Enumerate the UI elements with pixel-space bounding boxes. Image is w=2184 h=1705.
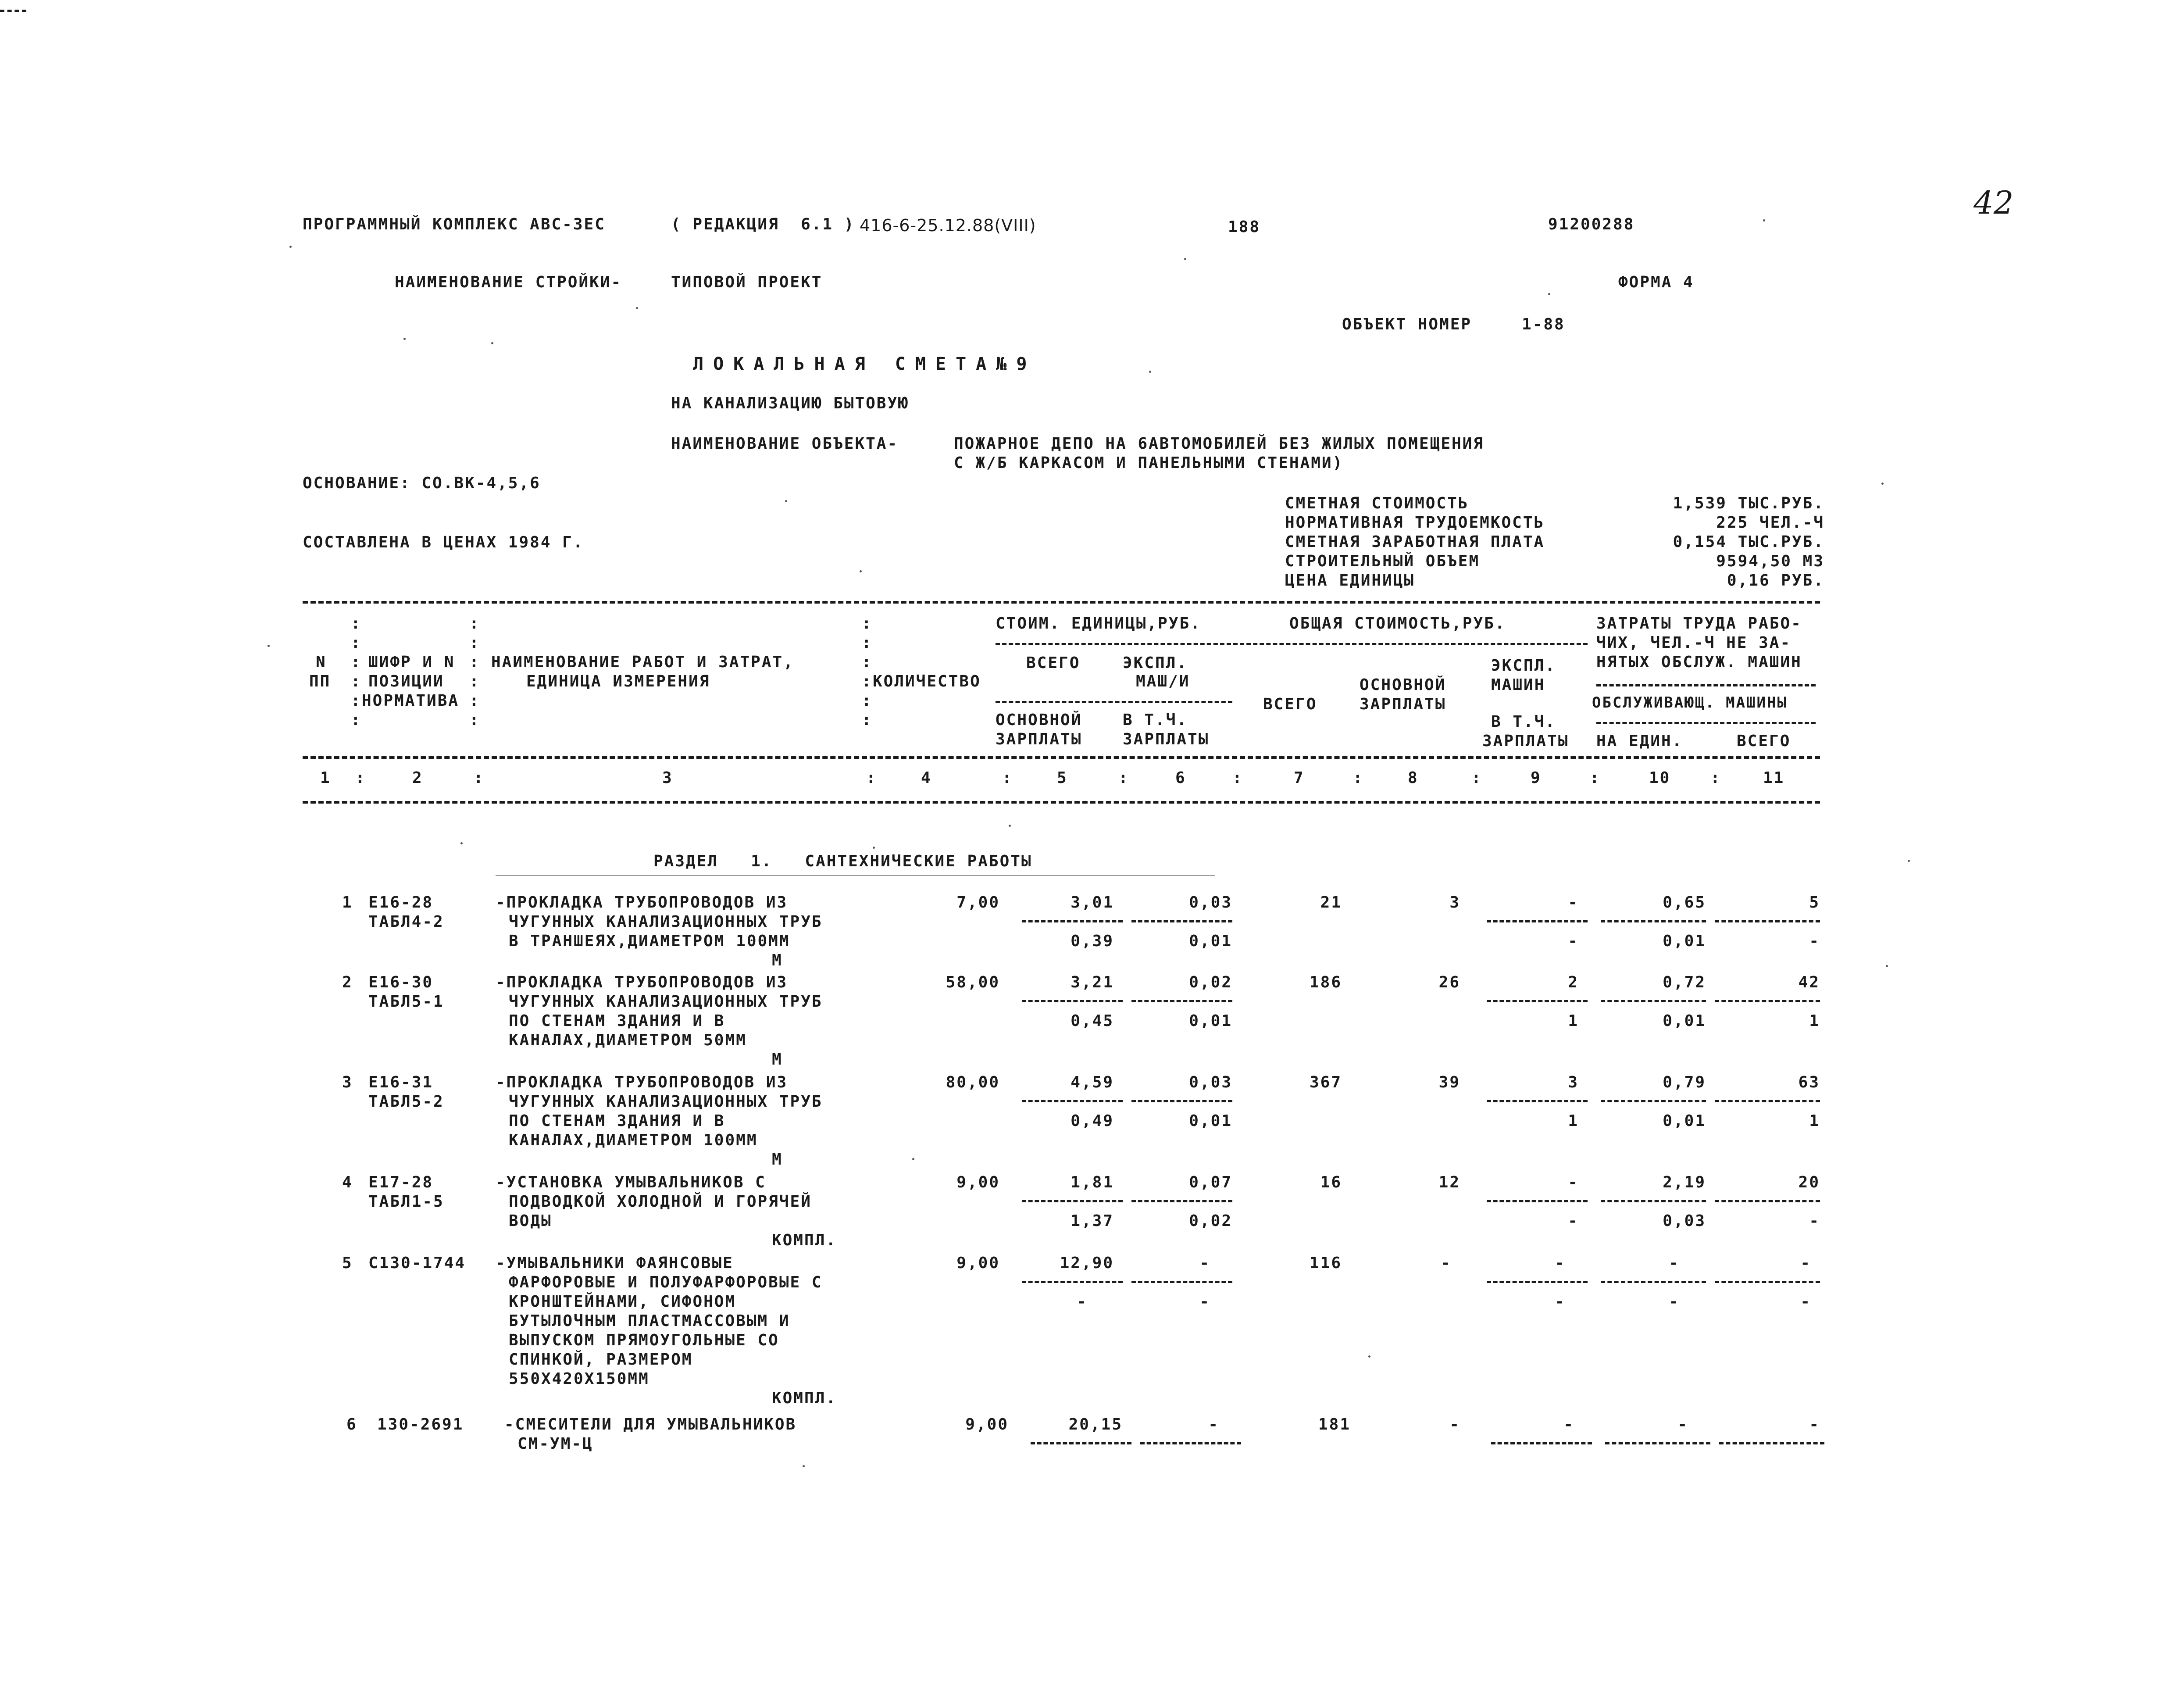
object-label: НАИМЕНОВАНИЕ ОБЪЕКТА- <box>671 435 899 453</box>
col-number: 1 <box>320 769 331 787</box>
row-labor-total: 42 <box>1798 973 1820 991</box>
row-number: 6 <box>346 1415 357 1433</box>
row-desc: ПО СТЕНАМ ЗДАНИЯ И В <box>509 1112 725 1130</box>
labor-per-unit-header: НА ЕДИН. <box>1596 732 1683 750</box>
col-sep: : : : : : : <box>351 615 362 729</box>
cell-rule <box>1715 1200 1820 1202</box>
row-unit-wage: 0,39 <box>1071 932 1114 950</box>
col-name: НАИМЕНОВАНИЕ РАБОТ И ЗАТРАТ, <box>491 653 794 671</box>
row-unit-wage: 0,49 <box>1071 1112 1114 1130</box>
cell-rule <box>1022 1000 1123 1002</box>
header-rule <box>1596 684 1816 686</box>
row-unit-mach: - <box>1208 1415 1219 1433</box>
total-wage-header-sub: ЗАРПЛАТЫ <box>1360 695 1446 713</box>
row-code: Е16-30 <box>368 973 434 991</box>
unit-wage-incl-header-sub: ЗАРПЛАТЫ <box>1123 730 1210 748</box>
row-total: 186 <box>1309 973 1342 991</box>
scan-speck <box>1149 371 1151 373</box>
row-qty: 9,00 <box>956 1254 1000 1272</box>
row-unit-mach-wage: - <box>1199 1293 1210 1311</box>
row-mach-wage: - <box>1555 1293 1566 1311</box>
corner-mark <box>0 10 26 12</box>
summary-label: СМЕТНАЯ ЗАРАБОТНАЯ ПЛАТА <box>1285 533 1545 551</box>
cell-rule <box>1487 1200 1588 1202</box>
row-wage: 39 <box>1438 1073 1460 1091</box>
row-wage: - <box>1449 1415 1460 1433</box>
row-wage: 3 <box>1449 894 1460 911</box>
row-desc: -ПРОКЛАДКА ТРУБОПРОВОДОВ ИЗ <box>496 894 788 911</box>
scan-speck <box>1009 825 1011 827</box>
row-qty: 58,00 <box>946 973 1000 991</box>
row-labor-unit: 0,65 <box>1663 894 1706 911</box>
row-desc: ВЫПУСКОМ ПРЯМОУГОЛЬНЫЕ СО <box>509 1331 779 1349</box>
scan-speck <box>491 342 493 344</box>
col-sep: : <box>1232 769 1243 787</box>
col-cipher-sub: ПОЗИЦИИ <box>368 672 444 690</box>
header-rule <box>1596 722 1816 724</box>
col-sep: : <box>1590 769 1601 787</box>
cell-rule <box>1022 1200 1123 1202</box>
row-desc: КАНАЛАХ,ДИАМЕТРОМ 100ММ <box>509 1131 758 1149</box>
cell-rule <box>1131 1200 1232 1202</box>
summary-label: СМЕТНАЯ СТОИМОСТЬ <box>1285 494 1469 512</box>
labor-header: ЗАТРАТЫ ТРУДА РАБО- <box>1596 615 1802 633</box>
labor-header-sub: ЧИХ, ЧЕЛ.-Ч НЕ ЗА- <box>1596 634 1791 652</box>
col-sep: : <box>1471 769 1482 787</box>
row-desc: В ТРАНШЕЯХ,ДИАМЕТРОМ 100ММ <box>509 932 790 950</box>
summary-value: 225 ЧЕЛ.-Ч <box>1716 514 1824 532</box>
basis: ОСНОВАНИЕ: СО.ВК-4,5,6 <box>303 474 541 492</box>
scan-speck <box>636 307 638 309</box>
row-code: 130-2691 <box>377 1415 464 1433</box>
cell-rule <box>1131 920 1232 922</box>
row-desc: ВОДЫ <box>509 1212 552 1230</box>
cell-rule <box>1715 1100 1820 1102</box>
cell-rule <box>1487 1100 1588 1102</box>
scan-speck <box>860 570 862 572</box>
cell-rule <box>1487 920 1588 922</box>
total-mach-incl-header-sub: ЗАРПЛАТЫ <box>1482 732 1569 750</box>
cell-rule <box>1715 1000 1820 1002</box>
scan-speck <box>1184 258 1186 260</box>
row-desc: СПИНКОЙ, РАЗМЕРОМ <box>509 1351 693 1369</box>
row-labor-total-2: 1 <box>1809 1012 1820 1030</box>
row-code: Е16-31 <box>368 1073 434 1091</box>
page-number: 188 <box>1228 218 1261 236</box>
row-code: Е17-28 <box>368 1173 434 1191</box>
edition: ( РЕДАКЦИЯ 6.1 ) <box>671 215 855 233</box>
col-number: 7 <box>1294 769 1305 787</box>
row-unit: КОМПЛ. <box>772 1389 837 1407</box>
object-line-2: С Ж/Б КАРКАСОМ И ПАНЕЛЬНЫМИ СТЕНАМИ) <box>954 454 1344 472</box>
col-sep: : <box>1118 769 1129 787</box>
row-qty: 7,00 <box>956 894 1000 911</box>
row-desc: ЧУГУННЫХ КАНАЛИЗАЦИОННЫХ ТРУБ <box>509 1093 823 1111</box>
row-labor-unit-2: 0,01 <box>1663 932 1706 950</box>
row-desc: 550Х420Х150ММ <box>509 1370 649 1388</box>
cell-rule <box>1022 1100 1123 1102</box>
row-unit-mach-wage: 0,01 <box>1189 1012 1232 1030</box>
unit-wage-header-sub: ЗАРПЛАТЫ <box>996 730 1082 748</box>
labor-total-header: ВСЕГО <box>1737 732 1791 750</box>
unit-wage-incl-header: В Т.Ч. <box>1123 711 1188 729</box>
handwritten-code: 416-6-25.12.88(VIII) <box>860 216 1036 235</box>
cell-rule <box>1131 1100 1232 1102</box>
cell-rule <box>1715 1281 1820 1283</box>
program-name: ПРОГРАММНЫЙ КОМПЛЕКС АВС-ЗЕС <box>303 215 606 233</box>
summary-label: ЦЕНА ЕДИНИЦЫ <box>1285 572 1415 590</box>
row-labor-total: 5 <box>1809 894 1820 911</box>
section-title: РАЗДЕЛ 1. САНТЕХНИЧЕСКИЕ РАБОТЫ <box>653 852 1032 870</box>
cell-rule <box>1601 1100 1706 1102</box>
row-qty: 80,00 <box>946 1073 1000 1091</box>
row-unit-total: 3,01 <box>1071 894 1114 911</box>
row-mach-wage: 1 <box>1568 1012 1579 1030</box>
row-desc: -ПРОКЛАДКА ТРУБОПРОВОДОВ ИЗ <box>496 973 788 991</box>
header-rule <box>996 701 1232 703</box>
scan-speck <box>289 246 292 248</box>
summary-value: 0,154 ТЫС.РУБ. <box>1673 533 1824 551</box>
row-desc: ПО СТЕНАМ ЗДАНИЯ И В <box>509 1012 725 1030</box>
cell-rule <box>1605 1442 1710 1444</box>
cell-rule <box>1131 1281 1232 1283</box>
scan-speck <box>403 338 406 340</box>
row-unit: М <box>772 951 783 969</box>
row-unit-mach-wage: 0,01 <box>1189 932 1232 950</box>
unit-cost-header: СТОИМ. ЕДИНИЦЫ,РУБ. <box>996 615 1201 633</box>
col-number: 2 <box>412 769 423 787</box>
col-number: 9 <box>1531 769 1542 787</box>
row-unit-total: 1,81 <box>1071 1173 1114 1191</box>
row-unit-wage: 0,45 <box>1071 1012 1114 1030</box>
col-number: 10 <box>1649 769 1671 787</box>
cell-rule <box>1140 1442 1241 1444</box>
col-number: 11 <box>1763 769 1785 787</box>
col-sep: : <box>355 769 366 787</box>
row-labor-unit-2: - <box>1669 1293 1680 1311</box>
cell-rule <box>1601 1281 1706 1283</box>
cell-rule <box>1131 1000 1232 1002</box>
row-unit-total: 4,59 <box>1071 1073 1114 1091</box>
unit-total-header: ВСЕГО <box>1026 654 1081 672</box>
row-unit-mach: 0,03 <box>1189 1073 1232 1091</box>
col-sep: : <box>1002 769 1013 787</box>
scan-speck <box>1908 860 1910 862</box>
row-labor-total-2: - <box>1809 932 1820 950</box>
col-n: N <box>316 653 327 671</box>
row-mach: 3 <box>1568 1073 1579 1091</box>
header-mid-rule <box>303 756 1820 759</box>
unit-mach-header-sub: МАШ/И <box>1136 672 1190 690</box>
header-top-rule <box>303 601 1820 604</box>
row-number: 4 <box>342 1173 353 1191</box>
scan-speck <box>912 1158 914 1160</box>
row-labor-total: - <box>1809 1415 1820 1433</box>
row-unit-wage: - <box>1077 1293 1088 1311</box>
cell-rule <box>1491 1442 1592 1444</box>
row-mach: - <box>1563 1415 1574 1433</box>
row-total: 21 <box>1320 894 1342 911</box>
col-qty: КОЛИЧЕСТВО <box>873 672 981 690</box>
row-number: 2 <box>342 973 353 991</box>
row-name-label: НАИМЕНОВАНИЕ СТРОЙКИ- <box>395 273 622 291</box>
row-unit-total: 3,21 <box>1071 973 1114 991</box>
row-desc: КАНАЛАХ,ДИАМЕТРОМ 50ММ <box>509 1031 747 1049</box>
row-wage: 12 <box>1438 1173 1460 1191</box>
row-desc: СМ-УМ-Ц <box>517 1435 593 1453</box>
row-unit-mach-wage: 0,02 <box>1189 1212 1232 1230</box>
row-unit-mach: - <box>1199 1254 1210 1272</box>
object-number-value: 1-88 <box>1522 315 1565 333</box>
row-code: Е16-28 <box>368 894 434 911</box>
row-unit: М <box>772 1051 783 1069</box>
row-unit-mach: 0,07 <box>1189 1173 1232 1191</box>
doc-code: 91200288 <box>1548 215 1635 233</box>
row-labor-total-2: - <box>1809 1212 1820 1230</box>
scan-speck <box>1368 1355 1370 1358</box>
total-all-header: ВСЕГО <box>1263 695 1317 713</box>
row-qty: 9,00 <box>956 1173 1000 1191</box>
col-name-sub: ЕДИНИЦА ИЗМЕРЕНИЯ <box>526 672 710 690</box>
row-mach: - <box>1555 1254 1566 1272</box>
col-number: 5 <box>1057 769 1068 787</box>
scan-speck <box>1763 219 1765 222</box>
scan-speck <box>460 842 463 844</box>
row-wage: - <box>1441 1254 1452 1272</box>
total-mach-header: ЭКСПЛ. <box>1491 657 1556 675</box>
unit-mach-header: ЭКСПЛ. <box>1123 654 1188 672</box>
row-total: 367 <box>1309 1073 1342 1091</box>
row-total: 116 <box>1309 1254 1342 1272</box>
row-unit-mach: 0,02 <box>1189 973 1232 991</box>
scan-speck <box>1881 483 1884 485</box>
scan-speck <box>268 645 270 647</box>
cell-rule <box>1022 920 1123 922</box>
cell-rule <box>1601 1200 1706 1202</box>
row-labor-unit: 0,72 <box>1663 973 1706 991</box>
row-unit: М <box>772 1151 783 1169</box>
cell-rule <box>1601 920 1706 922</box>
labor-header-sub: НЯТЫХ ОБСЛУЖ. МАШИН <box>1596 653 1802 671</box>
row-number: 3 <box>342 1073 353 1091</box>
total-mach-header-sub: МАШИН <box>1491 676 1545 694</box>
scan-speck <box>785 500 787 502</box>
col-sep: : : : : : : <box>469 615 480 729</box>
row-unit: КОМПЛ. <box>772 1231 837 1249</box>
object-number-label: ОБЪЕКТ НОМЕР <box>1342 315 1472 333</box>
scan-speck <box>1886 965 1888 967</box>
row-table: ТАБЛ5-1 <box>368 993 444 1011</box>
row-labor-unit-2: 0,03 <box>1663 1212 1706 1230</box>
total-mach-incl-header: В Т.Ч. <box>1491 713 1556 731</box>
row-desc: ЧУГУННЫХ КАНАЛИЗАЦИОННЫХ ТРУБ <box>509 993 823 1011</box>
col-number: 4 <box>921 769 932 787</box>
col-number: 8 <box>1408 769 1419 787</box>
cell-rule <box>1601 1000 1706 1002</box>
col-sep: : <box>1710 769 1721 787</box>
cell-rule <box>1487 1000 1588 1002</box>
row-unit-total: 12,90 <box>1060 1254 1114 1272</box>
row-mach-wage: - <box>1568 932 1579 950</box>
row-desc: -УСТАНОВКА УМЫВАЛЬНИКОВ С <box>496 1173 766 1191</box>
summary-value: 1,539 ТЫС.РУБ. <box>1673 494 1824 512</box>
estimate-subtitle: НА КАНАЛИЗАЦИЮ БЫТОВУЮ <box>671 394 909 412</box>
row-labor-total: 63 <box>1798 1073 1820 1091</box>
row-number: 1 <box>342 894 353 911</box>
row-table: ТАБЛ4-2 <box>368 913 444 931</box>
total-cost-header: ОБЩАЯ СТОИМОСТЬ,РУБ. <box>1289 615 1506 633</box>
row-qty: 9,00 <box>965 1415 1009 1433</box>
row-mach-wage: 1 <box>1568 1112 1579 1130</box>
row-labor-total: 20 <box>1798 1173 1820 1191</box>
row-total: 181 <box>1318 1415 1351 1433</box>
summary-label: НОРМАТИВНАЯ ТРУДОЕМКОСТЬ <box>1285 514 1545 532</box>
row-table: ТАБЛ1-5 <box>368 1193 444 1211</box>
total-wage-header: ОСНОВНОЙ <box>1360 676 1446 694</box>
form-label: ФОРМА 4 <box>1618 273 1694 291</box>
row-unit-wage: 1,37 <box>1071 1212 1114 1230</box>
cell-rule <box>1715 920 1820 922</box>
row-labor-unit-2: 0,01 <box>1663 1112 1706 1130</box>
row-labor-unit: 0,79 <box>1663 1073 1706 1091</box>
row-code: С130-1744 <box>368 1254 466 1272</box>
row-labor-unit: - <box>1669 1254 1680 1272</box>
col-cipher: ШИФР И N <box>368 653 455 671</box>
cell-rule <box>1031 1442 1131 1444</box>
scan-speck <box>803 1465 805 1467</box>
col-sep: : <box>866 769 877 787</box>
row-desc: КРОНШТЕЙНАМИ, СИФОНОМ <box>509 1293 736 1311</box>
row-total: 16 <box>1320 1173 1342 1191</box>
row-desc: -ПРОКЛАДКА ТРУБОПРОВОДОВ ИЗ <box>496 1073 788 1091</box>
row-unit-mach-wage: 0,01 <box>1189 1112 1232 1130</box>
col-sep: : : : : : : <box>862 615 873 729</box>
labor-service-header: ОБСЛУЖИВАЮЩ. МАШИНЫ <box>1592 694 1788 711</box>
row-labor-unit: 2,19 <box>1663 1173 1706 1191</box>
summary-value: 9594,50 М3 <box>1716 552 1824 570</box>
row-desc: ЧУГУННЫХ КАНАЛИЗАЦИОННЫХ ТРУБ <box>509 913 823 931</box>
col-number: 6 <box>1175 769 1186 787</box>
row-number: 5 <box>342 1254 353 1272</box>
header-bottom-rule <box>303 801 1820 804</box>
col-cipher-sub: НОРМАТИВА <box>362 692 460 710</box>
row-mach: 2 <box>1568 973 1579 991</box>
row-desc: БУТЫЛОЧНЫМ ПЛАСТМАССОВЫМ И <box>509 1312 790 1330</box>
section-underline <box>496 876 1215 877</box>
row-labor-total: - <box>1800 1254 1811 1272</box>
object-line-1: ПОЖАРНОЕ ДЕПО НА 6АВТОМОБИЛЕЙ БЕЗ ЖИЛЫХ ПОМЕЩЕНИЯ <box>954 435 1485 453</box>
row-desc: ПОДВОДКОЙ ХОЛОДНОЙ И ГОРЯЧЕЙ <box>509 1193 812 1211</box>
prices-year: СОСТАВЛЕНА В ЦЕНАХ 1984 Г. <box>303 533 584 551</box>
row-labor-total-2: - <box>1800 1293 1811 1311</box>
unit-wage-header: ОСНОВНОЙ <box>996 711 1082 729</box>
row-mach-wage: - <box>1568 1212 1579 1230</box>
summary-label: СТРОИТЕЛЬНЫЙ ОБЪЕМ <box>1285 552 1480 570</box>
row-labor-unit-2: 0,01 <box>1663 1012 1706 1030</box>
cell-rule <box>1719 1442 1824 1444</box>
row-labor-total-2: 1 <box>1809 1112 1820 1130</box>
row-unit-total: 20,15 <box>1068 1415 1123 1433</box>
row-desc: -СМЕСИТЕЛИ ДЛЯ УМЫВАЛЬНИКОВ <box>504 1415 797 1433</box>
row-desc: ФАРФОРОВЫЕ И ПОЛУФАРФОРОВЫЕ С <box>509 1273 823 1291</box>
row-wage: 26 <box>1438 973 1460 991</box>
row-unit-mach: 0,03 <box>1189 894 1232 911</box>
col-sep: : <box>474 769 485 787</box>
row-name-value: ТИПОВОЙ ПРОЕКТ <box>671 273 823 291</box>
scan-speck <box>873 847 875 849</box>
scan-speck <box>1548 293 1550 295</box>
cell-rule <box>1022 1281 1123 1283</box>
row-mach: - <box>1568 894 1579 911</box>
header-rule <box>996 643 1588 645</box>
summary-value: 0,16 РУБ. <box>1727 572 1824 590</box>
row-table: ТАБЛ5-2 <box>368 1093 444 1111</box>
col-sep: : <box>1353 769 1364 787</box>
row-desc: -УМЫВАЛЬНИКИ ФАЯНСОВЫЕ <box>496 1254 734 1272</box>
row-mach: - <box>1568 1173 1579 1191</box>
cell-rule <box>1487 1281 1588 1283</box>
estimate-title: ЛОКАЛЬНАЯ СМЕТА№9 <box>693 354 1037 374</box>
col-n-sub: ПП <box>309 672 331 690</box>
col-number: 3 <box>662 769 673 787</box>
handwritten-sheet-number: 42 <box>1973 184 2014 221</box>
row-labor-unit: - <box>1677 1415 1688 1433</box>
